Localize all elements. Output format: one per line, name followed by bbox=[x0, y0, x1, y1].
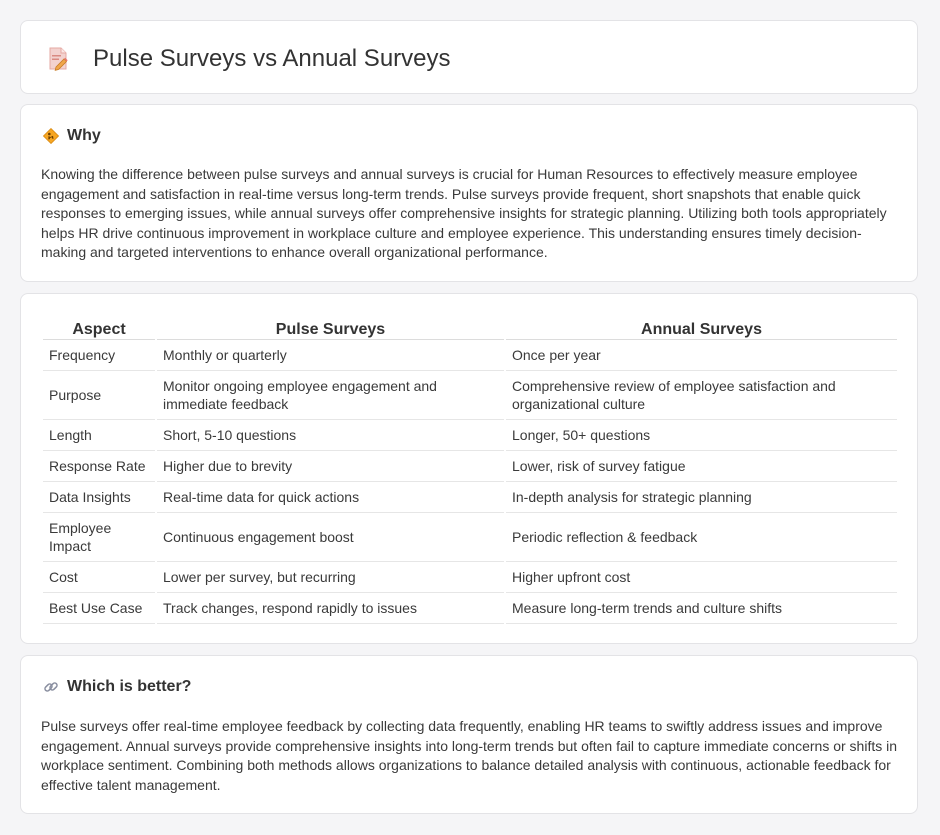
table-header-row bbox=[43, 315, 897, 340]
comparison-card bbox=[20, 293, 918, 644]
cell-pulse: Monitor ongoing employee engagement and immediate feedback bbox=[157, 371, 504, 420]
cell-aspect: Cost bbox=[43, 562, 155, 593]
cell-pulse: Short, 5-10 questions bbox=[157, 420, 504, 451]
cell-pulse: Continuous engagement boost bbox=[157, 513, 504, 562]
why-heading: Why bbox=[67, 127, 101, 144]
cell-pulse: Real-time data for quick actions bbox=[157, 482, 504, 513]
document-pencil-icon bbox=[47, 47, 69, 71]
cell-aspect: Response Rate bbox=[43, 451, 155, 482]
title-row bbox=[47, 45, 451, 73]
cell-aspect: Data Insights bbox=[43, 482, 155, 513]
table-row bbox=[43, 562, 897, 593]
cell-annual: Higher upfront cost bbox=[506, 562, 897, 593]
header-annual: Annual Surveys bbox=[506, 315, 897, 340]
why-card bbox=[20, 104, 918, 282]
cell-annual: In-depth analysis for strategic planning bbox=[506, 482, 897, 513]
cell-pulse: Monthly or quarterly bbox=[157, 340, 504, 371]
comparison-table bbox=[41, 315, 899, 624]
table-row bbox=[43, 593, 897, 624]
table-row bbox=[43, 420, 897, 451]
cell-annual: Lower, risk of survey fatigue bbox=[506, 451, 897, 482]
header-card bbox=[20, 20, 918, 94]
cell-pulse: Track changes, respond rapidly to issues bbox=[157, 593, 504, 624]
table-row bbox=[43, 340, 897, 371]
cell-aspect: Best Use Case bbox=[43, 593, 155, 624]
table-row bbox=[43, 513, 897, 562]
why-heading-row bbox=[43, 127, 101, 145]
cell-pulse: Lower per survey, but recurring bbox=[157, 562, 504, 593]
page-title: Pulse Surveys vs Annual Surveys bbox=[93, 45, 451, 72]
why-text: Knowing the difference between pulse surveys and annual surveys is crucial for Human Resources to effectively measure employee engagement and satisfaction in real-time versus long-term trends. Pulse surveys provide frequent, short snapshots that enable quick responses to emerging issues, while annual surveys offer comprehensive insights for strategic planning. Utilizing both tools appropriately helps HR drive continuous improvement in workplace culture and employee experience. This understanding ensures timely decision-making and targeted interventions to enhance overall organizational performance. bbox=[41, 166, 887, 260]
cell-annual: Once per year bbox=[506, 340, 897, 371]
cell-aspect: Frequency bbox=[43, 340, 155, 371]
cell-aspect: Purpose bbox=[43, 371, 155, 420]
cell-aspect: Length bbox=[43, 420, 155, 451]
header-pulse: Pulse Surveys bbox=[157, 315, 504, 340]
cell-annual: Longer, 50+ questions bbox=[506, 420, 897, 451]
better-text: Pulse surveys offer real-time employee feedback by collecting data frequently, enabling HR teams to swiftly address issues and improve engagement. Annual surveys provide comprehensive insights into long-term trends but often fail to capture immediate concerns or shifts in workplace sentiment. Combining both methods allows organizations to balance detailed analysis with continuous, actionable feedback for effective talent management. bbox=[41, 718, 898, 793]
table-row bbox=[43, 482, 897, 513]
cell-annual: Measure long-term trends and culture shifts bbox=[506, 593, 897, 624]
which-better-card bbox=[20, 655, 918, 814]
cell-pulse: Higher due to brevity bbox=[157, 451, 504, 482]
table-row bbox=[43, 371, 897, 420]
better-heading: Which is better? bbox=[67, 678, 192, 695]
link-icon bbox=[43, 679, 59, 695]
better-heading-row bbox=[43, 678, 191, 696]
cell-aspect: Employee Impact bbox=[43, 513, 155, 562]
cell-annual: Comprehensive review of employee satisfaction and organizational culture bbox=[506, 371, 897, 420]
header-aspect: Aspect bbox=[43, 315, 155, 340]
diamond-sign-icon bbox=[43, 128, 59, 144]
table-row bbox=[43, 451, 897, 482]
cell-annual: Periodic reflection & feedback bbox=[506, 513, 897, 562]
